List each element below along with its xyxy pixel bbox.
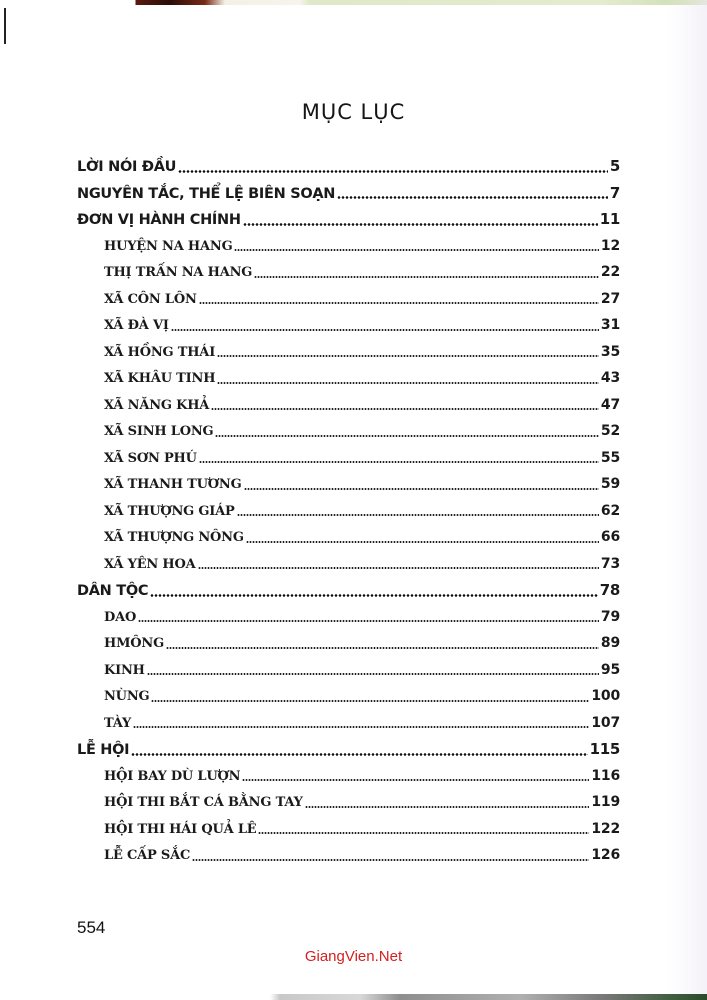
toc-entry-page: 55 [600,449,620,466]
watermark-text: GiangVien.Net [304,948,403,965]
dot-leader [217,355,599,357]
toc-entry-page: 52 [600,423,620,439]
dot-leader [166,647,599,649]
toc-subentry[interactable] [77,604,620,631]
toc-subentry[interactable] [77,657,620,684]
toc-entry-page: 43 [600,370,620,386]
dot-leader [258,832,589,834]
dot-leader [178,170,608,173]
toc-entry-page: 119 [591,794,620,810]
toc-subentry[interactable] [77,763,620,790]
dot-leader [244,488,599,490]
toc-entry-page: 126 [591,847,620,863]
toc-entry-page: 11 [599,210,620,228]
toc-entry-page: 27 [600,290,620,307]
page-number: 554 [77,918,106,937]
toc-entry-page: 47 [600,396,620,413]
toc-subentry[interactable] [77,630,620,657]
toc-entry-page: 115 [589,740,620,758]
dot-leader [133,726,589,728]
toc-entry-label: XÃ KHÂU TINH [104,371,216,386]
toc-entry-label: XÃ NĂNG KHẢ [104,397,210,413]
toc-subentry[interactable] [77,392,620,419]
toc-entry-label: XÃ THƯỢNG NÔNG [104,530,244,545]
toc-entry-page: 89 [600,635,620,651]
toc-entry-page: 95 [600,661,620,678]
toc-entry-label: XÃ ĐÀ VỊ [104,318,169,333]
toc-section-dan-toc[interactable] [77,577,620,604]
toc-entry-label: HMÔNG [104,636,164,651]
toc-entry-label: KINH [104,662,145,678]
toc-entry-label: NGUYÊN TẮC, THỂ LỆ BIÊN SOẠN [77,185,336,202]
scan-left-mark [4,8,6,44]
toc-entry-label: DAO [104,609,137,625]
scan-bottom-edge [0,994,707,1000]
dot-leader [150,594,598,597]
toc-entry-page: 12 [600,237,620,254]
toc-entry-page: 122 [591,820,620,837]
toc-entry-label: THỊ TRẤN NA HANG [104,265,253,280]
toc-subentry[interactable] [77,233,620,260]
dot-leader [254,276,599,278]
toc-entry-page: 62 [600,502,620,519]
toc-entry-label: HỘI THI HÁI QUẢ LÊ [104,821,257,837]
toc-section-le-hoi[interactable] [77,736,620,763]
toc-subentry[interactable] [77,842,620,869]
toc-entry-label: NÙNG [104,689,150,704]
toc-subentry[interactable] [77,498,620,525]
toc-entry-page: 22 [600,264,620,280]
dot-leader [151,700,589,702]
toc-subentry[interactable] [77,816,620,843]
toc-section-don-vi-hanh-chinh[interactable] [77,206,620,233]
toc-entry-label: LỄ CẤP SẮC [104,848,191,863]
toc-entry-page: 59 [600,476,620,492]
toc-entry-label: TÀY [104,715,132,731]
dot-leader [215,435,598,437]
toc-entry-label: XÃ SƠN PHÚ [104,450,197,466]
toc-subentry[interactable] [77,710,620,737]
toc-entry-loi-noi-dau[interactable] [77,153,620,180]
toc-entry-page: 107 [591,714,620,731]
toc-entry-page: 116 [591,767,620,784]
toc-subentry[interactable] [77,312,620,339]
dot-leader [211,408,599,410]
toc-subentry[interactable] [77,365,620,392]
dot-leader [242,779,589,781]
toc-entry-label: XÃ HỒNG THÁI [104,344,216,360]
toc-entry-label: XÃ THƯỢNG GIÁP [104,503,235,519]
scan-right-shadow [667,0,707,1000]
dot-leader [246,541,599,543]
dot-leader [147,673,599,675]
toc-subentry[interactable] [77,339,620,366]
dot-leader [337,196,608,199]
dot-leader [217,382,599,384]
dot-leader [243,223,598,226]
toc-entry-label: HỘI THI BẮT CÁ BẰNG TAY [104,795,303,810]
dot-leader [199,302,599,304]
toc-subentry[interactable] [77,789,620,816]
toc-entry-page: 31 [600,317,620,333]
toc-entry-page: 35 [600,343,620,360]
toc-subentry[interactable] [77,471,620,498]
toc-entry-page: 7 [609,183,620,202]
toc-entry-label: XÃ THANH TƯƠNG [104,477,242,492]
toc-entry-label: XÃ SINH LONG [104,424,214,439]
scan-top-edge [0,0,707,5]
dot-leader [199,461,599,463]
dot-leader [305,806,590,808]
dot-leader [234,249,598,251]
toc-subentry[interactable] [77,418,620,445]
dot-leader [171,329,599,331]
toc-subentry[interactable] [77,551,620,578]
toc-entry-label: LỜI NÓI ĐẦU [77,159,177,175]
toc-entry-page: 5 [609,157,620,175]
dot-leader [237,514,599,516]
toc-entry-label: LỄ HỘI [77,742,130,758]
toc-entry-page: 73 [600,555,620,572]
toc-entry-label: DÂN TỘC [77,583,149,599]
dot-leader [131,753,587,756]
page-title: MỤC LỤC [301,100,406,124]
toc-entry-page: 78 [599,581,620,599]
toc-entry-label: HUYỆN NA HANG [104,238,233,254]
toc-subentry[interactable] [77,259,620,286]
toc-entry-label: XÃ CÔN LÔN [104,291,197,307]
table-of-contents [77,153,620,869]
toc-entry-page: 79 [600,608,620,625]
dot-leader [198,567,599,569]
toc-entry-label: XÃ YÊN HOA [104,556,196,572]
dot-leader [138,620,599,622]
toc-subentry[interactable] [77,683,620,710]
toc-entry-label: HỘI BAY DÙ LƯỢN [104,768,241,784]
toc-entry-nguyen-tac[interactable] [77,180,620,207]
toc-entry-page: 66 [600,529,620,545]
dot-leader [192,859,589,861]
toc-subentry[interactable] [77,445,620,472]
toc-subentry[interactable] [77,524,620,551]
toc-entry-page: 100 [591,688,620,704]
toc-entry-label: ĐƠN VỊ HÀNH CHÍNH [77,212,241,228]
toc-subentry[interactable] [77,286,620,313]
